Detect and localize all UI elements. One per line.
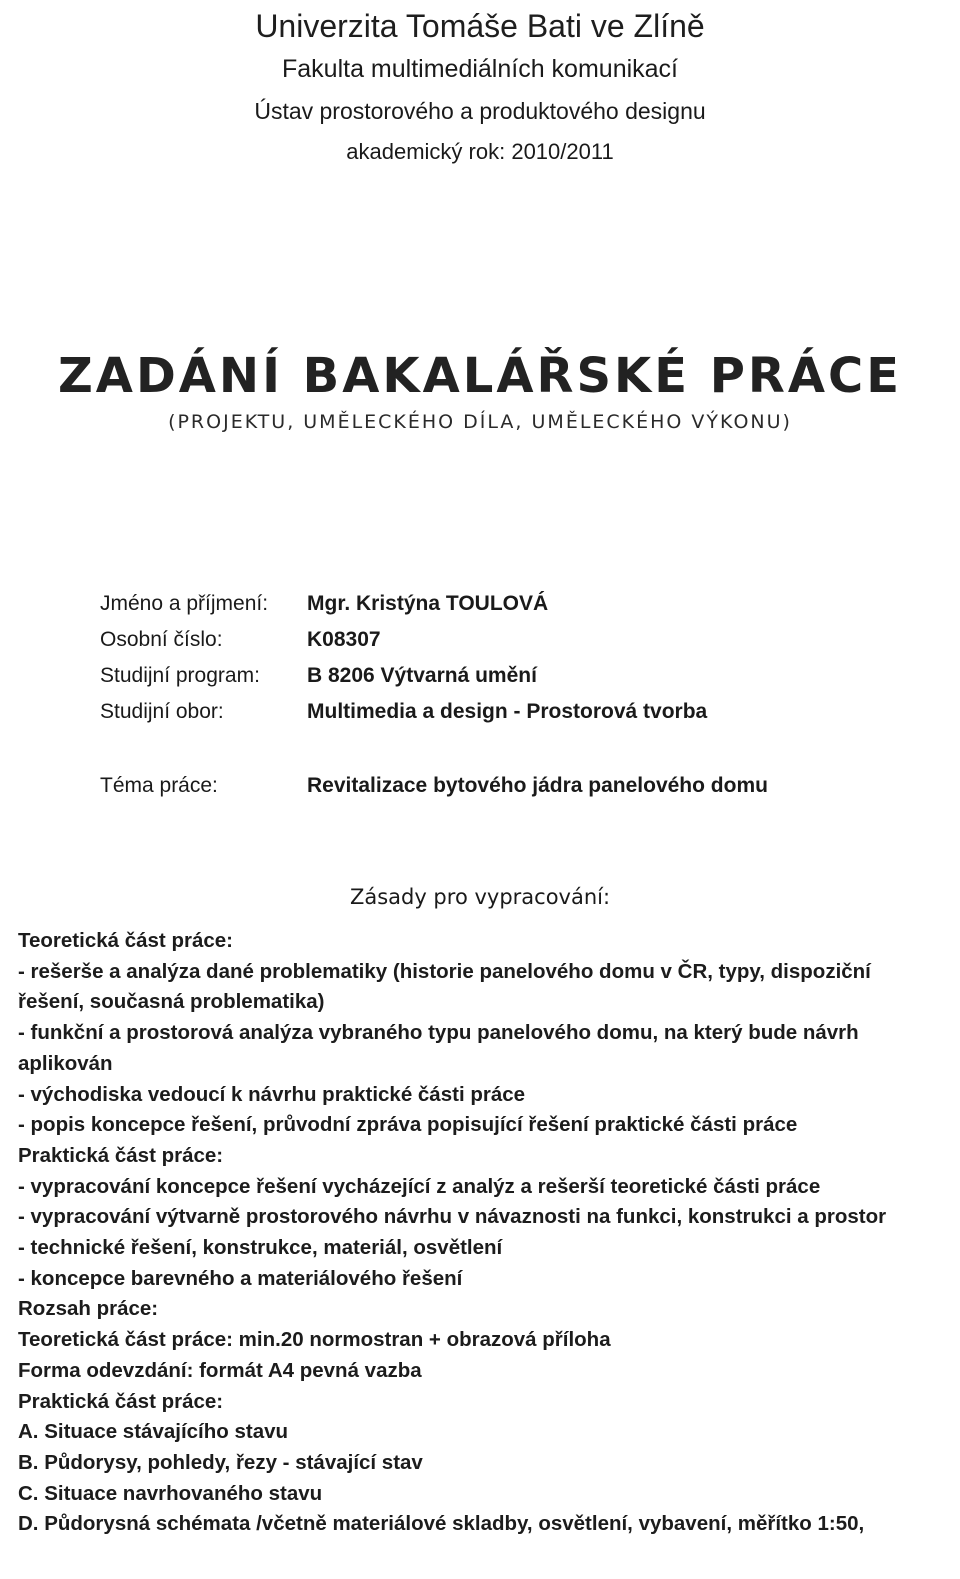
page-subtitle: (PROJEKTU, UMĚLECKÉHO DÍLA, UMĚLECKÉHO VÝKONU) — [168, 411, 792, 433]
info-row-name — [100, 586, 940, 622]
info-row-study-field — [100, 694, 940, 730]
body-line: - rešerše a analýza dané problematiky (historie panelového domu v ČR, typy, dispoziční — [18, 959, 871, 983]
body-line: - funkční a prostorová analýza vybraného typu panelového domu, na který bude návrh — [18, 1021, 859, 1045]
faculty-name: Fakulta multimediálních komunikací — [282, 55, 678, 83]
info-label: Jméno a příjmení: — [100, 592, 269, 615]
body-line: Forma odevzdání: formát A4 pevná vazba — [18, 1358, 422, 1382]
info-value: K08307 — [307, 628, 381, 651]
academic-year: akademický rok: 2010/2011 — [346, 139, 614, 164]
info-value: Mgr. Kristýna TOULOVÁ — [307, 592, 549, 615]
body-line: řešení, současná problematika) — [18, 990, 325, 1014]
body-line: - vypracování výtvarně prostorového návrhu v návaznosti na funkci, konstrukci a prostor — [18, 1205, 887, 1229]
body-line: C. Situace navrhovaného stavu — [18, 1481, 323, 1505]
body-line: - popis koncepce řešení, průvodní zpráva popisující řešení praktické části práce — [18, 1113, 798, 1137]
body-line: D. Půdorysná schémata /včetně materiálové skladby, osvětlení, vybavení, měřítko 1:50, — [18, 1512, 865, 1536]
title-block — [0, 344, 960, 436]
body-line: Teoretická část práce: min.20 normostran + obrazová příloha — [18, 1328, 611, 1352]
info-row-study-program — [100, 658, 940, 694]
info-label: Osobní číslo: — [100, 628, 223, 651]
body-line: - koncepce barevného a materiálového řešení — [18, 1266, 463, 1290]
info-value: B 8206 Výtvarná umění — [307, 664, 537, 687]
assignment-body — [18, 926, 948, 1540]
student-info — [100, 586, 940, 730]
body-line: - vypracování koncepce řešení vycházející z analýz a rešerší teoretické části práce — [18, 1174, 821, 1198]
page-title: ZADÁNÍ BAKALÁŘSKÉ PRÁCE — [57, 348, 903, 404]
topic-value: Revitalizace bytového jádra panelového domu — [307, 774, 768, 797]
section-heading: Praktická část práce: — [18, 1143, 224, 1167]
info-row-topic — [100, 768, 940, 804]
topic-label: Téma práce: — [100, 774, 218, 797]
info-label: Studijní program: — [100, 664, 260, 687]
section-heading: Praktická část práce: — [18, 1389, 224, 1413]
section-heading: Teoretická část práce: — [18, 929, 233, 952]
info-row-personal-number — [100, 622, 940, 658]
department-name: Ústav prostorového a produktového designu — [254, 98, 706, 124]
document-header — [0, 4, 960, 172]
body-line: - technické řešení, konstrukce, materiál, osvětlení — [18, 1236, 503, 1260]
info-label: Studijní obor: — [100, 700, 224, 723]
body-line: aplikován — [18, 1051, 113, 1075]
info-value: Multimedia a design - Prostorová tvorba — [307, 700, 708, 723]
body-line: B. Půdorysy, pohledy, řezy - stávající stav — [18, 1450, 423, 1474]
principles-heading: Zásady pro vypracování: — [349, 885, 611, 909]
university-name: Univerzita Tomáše Bati ve Zlíně — [255, 8, 705, 44]
body-line: - východiska vedoucí k návrhu praktické části práce — [18, 1082, 526, 1106]
body-line: A. Situace stávajícího stavu — [18, 1420, 289, 1444]
section-heading: Rozsah práce: — [18, 1297, 159, 1321]
